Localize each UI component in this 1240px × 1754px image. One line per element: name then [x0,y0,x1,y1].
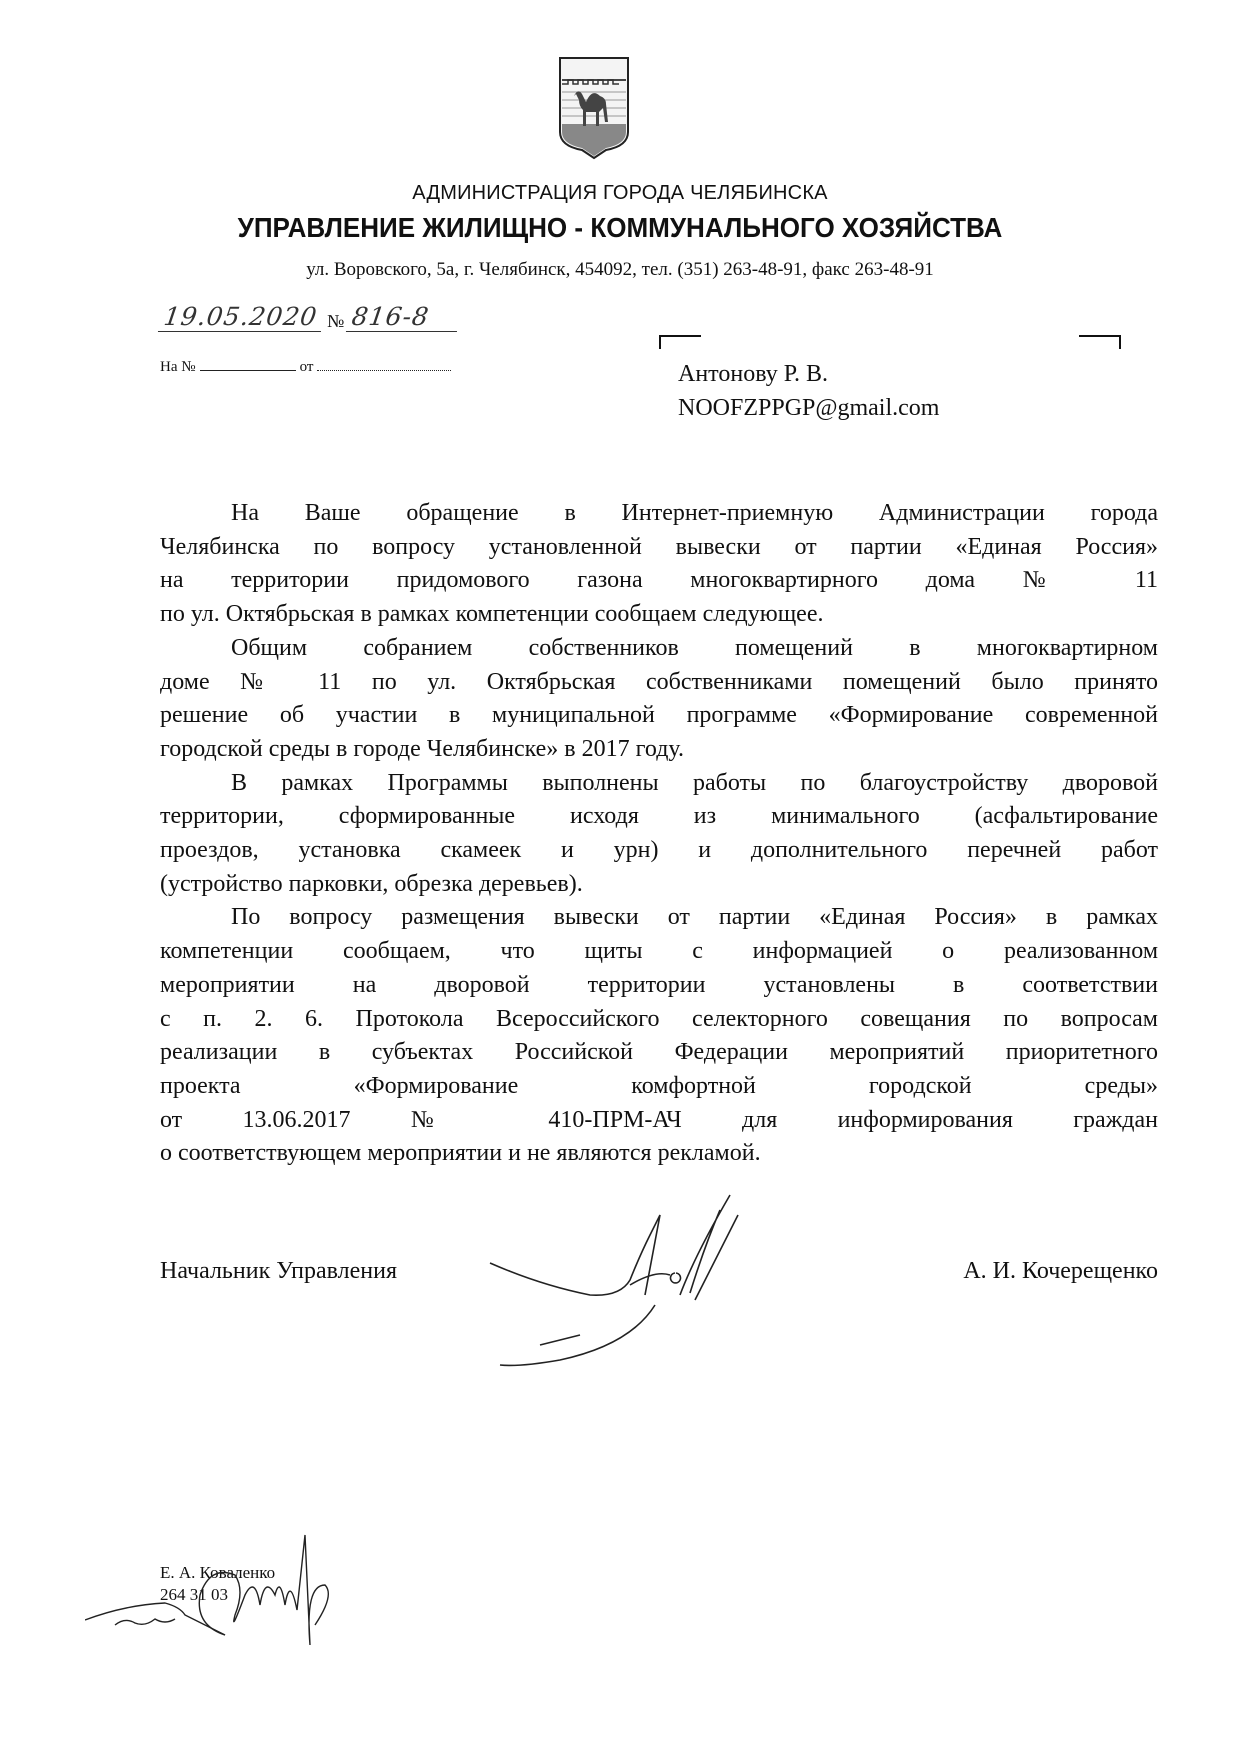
body-line: проездов, установка скамеек и урн) и дополнительного перечней работ [160,837,1158,864]
department-title: УПРАВЛЕНИЕ ЖИЛИЩНО - КОММУНАЛЬНОГО ХОЗЯЙСТВА [237,212,1003,243]
body-paragraph [160,901,1158,1171]
body-line: По вопросу размещения вывески от партии «Единая Россия» в рамках [231,904,1158,931]
signatory-name: А. И. Кочерещенко [963,1258,1158,1284]
ref-from-label: от [299,359,314,375]
addressee-email: NOOFZPPGP@gmail.com [678,395,940,421]
address-corner-left [659,335,701,349]
handwritten-signature [480,1175,810,1395]
body-paragraph [160,767,1158,902]
ref-number-label: На № [160,359,196,375]
body-paragraph [160,632,1158,767]
coat-of-arms-emblem [556,54,632,160]
administration-title: АДМИНИСТРАЦИЯ ГОРОДА ЧЕЛЯБИНСКА [412,182,828,204]
body-line: мероприятии на дворовой территории установлены в соответствии [160,971,1158,998]
body-line: Челябинска по вопросу установленной вывески от партии «Единая Россия» [160,533,1158,560]
body-line: о соответствующем мероприятии и не являются рекламой. [160,1140,761,1167]
body-line: доме № 11 по ул. Октябрьская собственниками помещений было принято [160,668,1158,695]
ref-date-blank [317,370,451,371]
number-label: № [327,311,345,331]
body-line: реализации в субъектах Российской Федерации мероприятий приоритетного [160,1039,1158,1066]
body-line: проекта «Формирование комфортной городской среды» [160,1072,1158,1099]
body-line: В рамках Программы выполнены работы по благоустройству дворовой [231,769,1158,796]
body-line: с п. 2. 6. Протокола Всероссийского селекторного совещания по вопросам [160,1005,1158,1032]
addressee-block [678,357,939,425]
body-line: территории, сформированные исходя из минимального (асфальтирование [160,803,1158,830]
signatory-position: Начальник Управления [160,1258,397,1284]
body-line: компетенции сообщаем, что щиты с информацией о реализованном [160,938,1158,965]
registration-line [160,302,459,332]
address-corner-right [1079,335,1121,349]
executor-name: Е. А. Коваленко [160,1563,276,1582]
body-line: (устройство парковки, обрезка деревьев). [160,870,583,897]
registration-date: 19.05.2020 [158,302,325,332]
executor-signature [85,1515,375,1675]
executor-phone: 264 31 03 [160,1585,228,1604]
body-line: по ул. Октябрьская в рамках компетенции сообщаем следующее. [160,601,824,628]
department-address: ул. Воровского, 5а, г. Челябинск, 454092, тел. (351) 263-48-91, факс 263-48-91 [306,259,934,280]
body-line: На Ваше обращение в Интернет-приемную Администрации города [231,500,1158,526]
ref-number-blank [200,370,296,371]
body-paragraph [160,497,1158,632]
letter-body [160,497,1158,1171]
body-line: городской среды в городе Челябинске» в 2017 году. [160,735,685,762]
body-line: от 13.06.2017 № 410-ПРМ-АЧ для информирования граждан [160,1106,1158,1133]
addressee-name: Антонову Р. В. [678,361,829,387]
body-line: на территории придомового газона многоквартирного дома № 11 [160,567,1158,594]
body-line: решение об участии в муниципальной программе «Формирование современной [160,702,1158,729]
reference-line [160,359,451,376]
body-line: Общим собранием собственников помещений в многоквартирном [231,634,1158,661]
registration-number: 816-8 [346,302,461,332]
